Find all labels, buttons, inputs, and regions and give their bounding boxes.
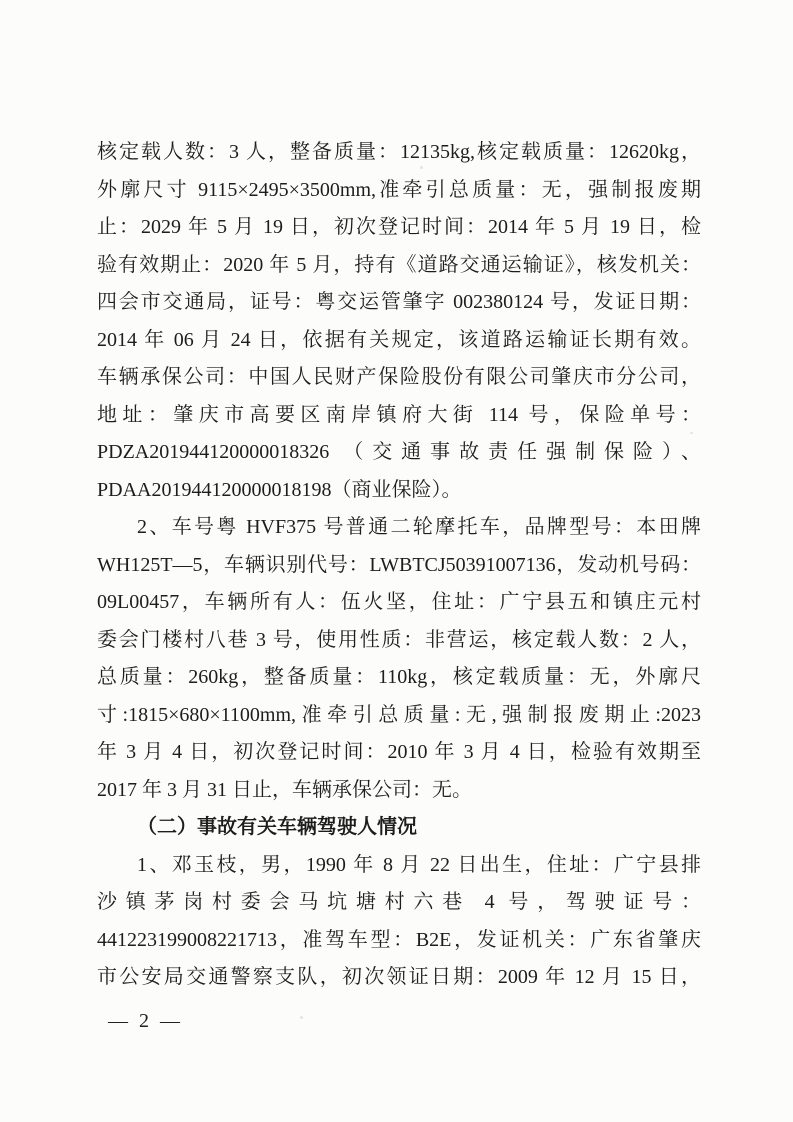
text-line: 2、车号粤 HVF375 号普通二轮摩托车，品牌型号：本田牌 (137, 516, 701, 538)
text-line: 四会市交通局，证号：粤交运管肇字 002380124 号，发证日期： (97, 291, 701, 313)
page-number: — 2 — (108, 1010, 183, 1032)
text-line: 止：2029 年 5 月 19 日，初次登记时间：2014 年 5 月 19 日，检 (97, 216, 701, 238)
text-line: 市公安局交通警察支队，初次领证日期：2009 年 12 月 15 日， (97, 966, 701, 988)
text-line: 沙镇茅岗村委会马坑塘村六巷 4 号，驾驶证号： (97, 891, 701, 913)
text-line: 车辆承保公司：中国人民财产保险股份有限公司肇庆市分公司， (97, 366, 701, 388)
text-line: 2017 年 3 月 31 日止，车辆承保公司：无。 (97, 778, 472, 801)
text-line: PDZA201944120000018326 （交通事故责任强制保险）、 (97, 441, 701, 463)
scan-speck (300, 1016, 303, 1019)
text-line: 验有效期止：2020 年 5 月，持有《道路交通运输证》，核发机关： (97, 253, 701, 276)
text-line: 2014 年 06 月 24 日，依据有关规定，该道路运输证长期有效。 (97, 328, 701, 351)
scan-speck (690, 432, 693, 434)
text-line: 441223199008221713，准驾车型：B2E，发证机关：广东省肇庆 (97, 928, 701, 951)
text-line: 核定载人数：3 人，整备质量：12135kg,核定载质量：12620kg， (97, 141, 701, 163)
text-line: 年 3 月 4 日，初次登记时间：2010 年 3 月 4 日，检验有效期至 (97, 741, 701, 763)
text-line: 09L00457，车辆所有人：伍火坚，住址：广宁县五和镇庄元村 (97, 591, 701, 613)
text-line: 外廓尺寸 9115×2495×3500mm,准牵引总质量：无，强制报废期 (97, 178, 701, 201)
text-line: 委会门楼村八巷 3 号，使用性质：非营运，核定载人数：2 人， (97, 628, 701, 651)
text-line: 总质量：260kg，整备质量：110kg，核定载质量：无，外廓尺 (97, 666, 701, 688)
text-line: 寸:1815×680×1100mm,准牵引总质量:无,强制报废期止:2023 (97, 703, 701, 726)
text-line: PDAA201944120000018198（商业保险）。 (97, 478, 462, 501)
section-heading-driver-info: （二）事故有关车辆驾驶人情况 (137, 816, 417, 838)
text-line: 1、邓玉枝，男，1990 年 8 月 22 日出生，住址：广宁县排 (137, 853, 701, 876)
text-line: 地址：肇庆市高要区南岸镇府大街 114 号，保险单号： (97, 403, 701, 426)
scan-speck (420, 166, 423, 169)
document-body (97, 134, 701, 997)
text-line: WH125T—5，车辆识别代号：LWBTCJ50391007136，发动机号码： (97, 553, 701, 576)
